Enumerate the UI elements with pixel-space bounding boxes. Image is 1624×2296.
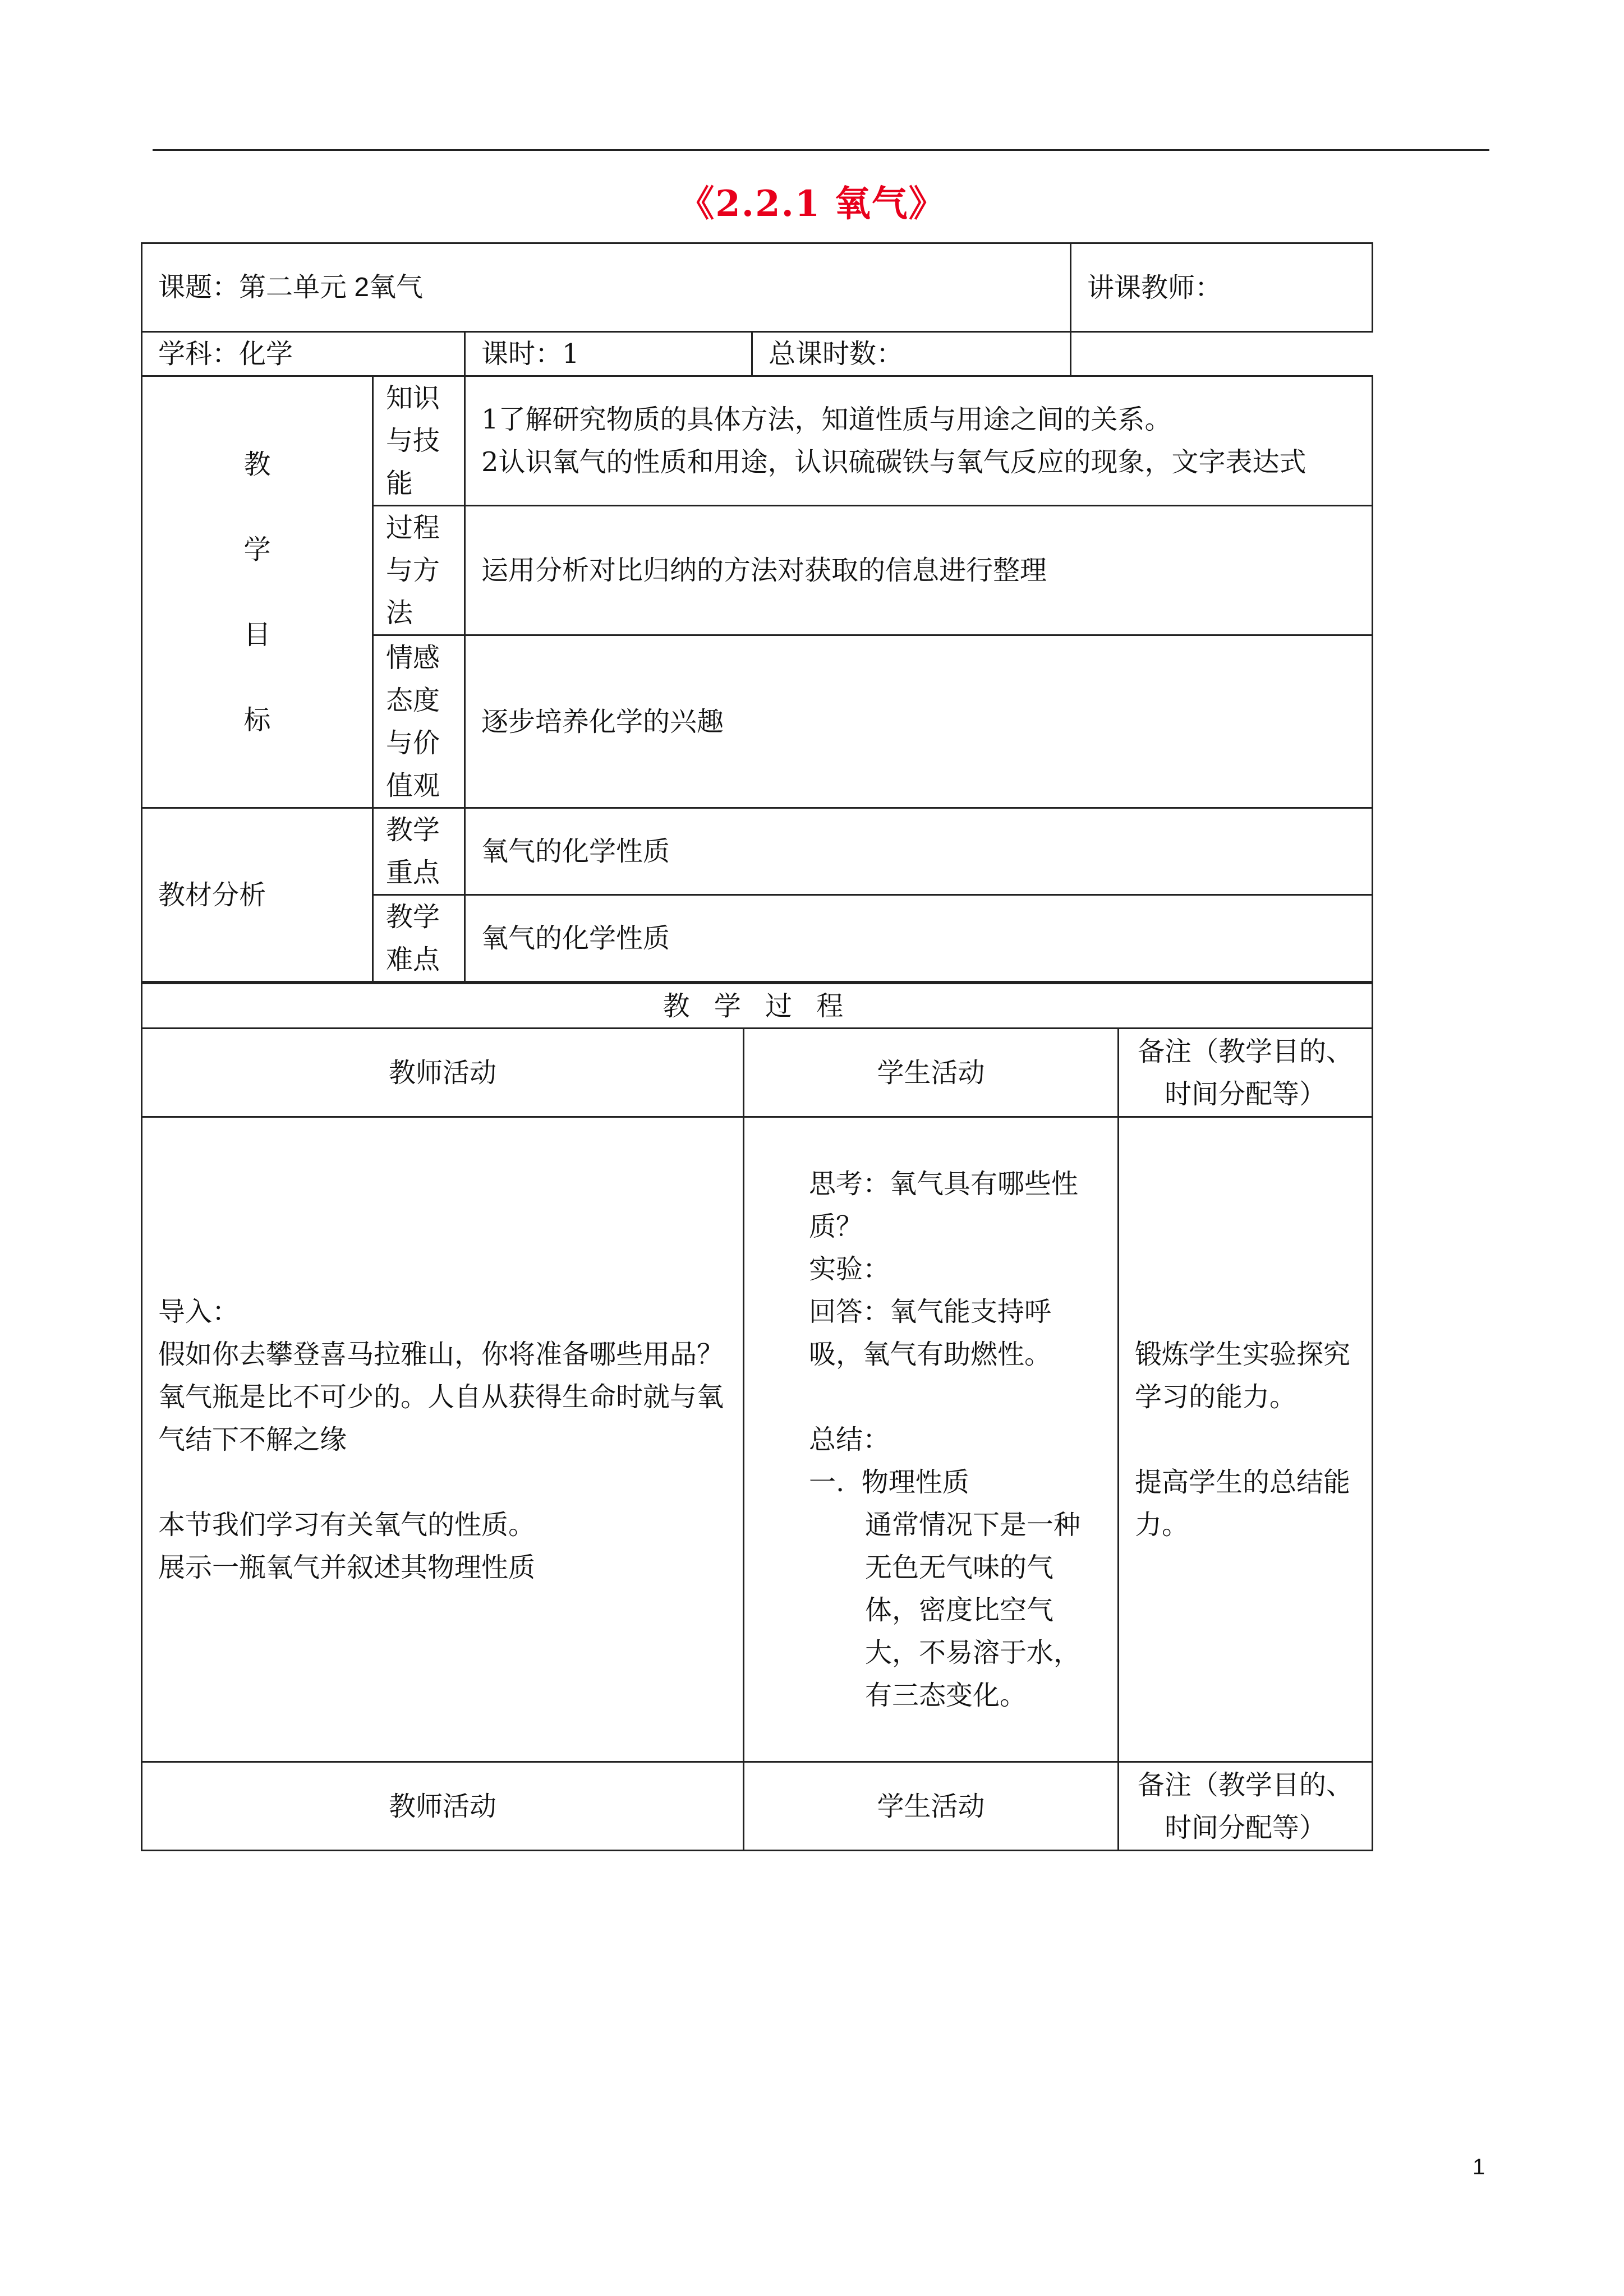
analysis-label: 教材分析 <box>142 808 373 982</box>
difficult-label: 教学难点 <box>373 895 465 982</box>
intro-label: 导入： <box>158 1295 240 1327</box>
discipline-row <box>142 332 1373 376</box>
student-column-header: 学生活动 <box>744 1029 1119 1117</box>
teacher-label: 讲课教师： <box>1071 243 1373 332</box>
process-title-row <box>142 984 1373 1029</box>
activity-row <box>142 1117 1373 1762</box>
column-header-row-repeat <box>142 1762 1373 1851</box>
subject-cell <box>142 243 1071 332</box>
key-label: 教学重点 <box>373 808 465 895</box>
teaching-process-table <box>141 983 1373 1851</box>
intro-text: 假如你去攀登喜马拉雅山，你将准备哪些用品？氧气瓶是比不可少的。人自从获得生命时就与氧气结下不解之缘 <box>158 1338 724 1455</box>
physical-text: 通常情况下是一种无色无气味的气体，密度比空气大，不易溶于水，有三态变化。 <box>865 1509 1081 1711</box>
demo-line: 展示一瓶氧气并叙述其物理性质 <box>158 1551 536 1583</box>
physical-heading: 一. 物理性质 <box>809 1466 969 1498</box>
period-cell: 课时：1 <box>465 332 752 376</box>
page-title: 《2.2.1 氧气》 <box>678 183 946 225</box>
answer-text: 回答：氧气能支持呼吸，氧气有助燃性。 <box>809 1295 1052 1370</box>
teacher-activity-cell <box>142 1117 744 1762</box>
page-number: 1 <box>1473 2155 1485 2179</box>
knowledge-text: 1了解研究物质的具体方法，知道性质与用途之间的关系。 2认识氧气的性质和用途，认识硫碳铁与氧气反应的现象，文字表达式 <box>465 376 1373 506</box>
notes-column-header: 备注（教学目的、时间分配等） <box>1119 1029 1373 1117</box>
knowledge-label: 知识与技能 <box>373 376 465 506</box>
student-activity-cell <box>744 1117 1119 1762</box>
total-periods-cell: 总课时数： <box>752 332 1071 376</box>
note-2: 提高学生的总结能力。 <box>1135 1466 1351 1541</box>
summary-label: 总结： <box>809 1423 890 1455</box>
difficult-text: 氧气的化学性质 <box>465 895 1373 982</box>
goals-label: 教 学 目 标 <box>142 376 373 808</box>
subject-label: 课题： <box>158 271 240 303</box>
emotion-text: 逐步培养化学的兴趣 <box>465 635 1373 808</box>
subject-value: 第二单元 2氧气 <box>239 273 424 302</box>
think-text: 思考：氧气具有哪些性质？ <box>809 1168 1079 1242</box>
note-1: 锻炼学生实验探究学习的能力。 <box>1135 1338 1351 1413</box>
top-rule <box>153 149 1489 151</box>
process-text: 运用分析对比归纳的方法对获取的信息进行整理 <box>465 506 1373 635</box>
process-title: 教 学 过 程 <box>142 984 1373 1029</box>
lesson-line: 本节我们学习有关氧气的性质。 <box>158 1509 536 1541</box>
key-text: 氧气的化学性质 <box>465 808 1373 895</box>
lesson-info-table <box>141 242 1373 983</box>
column-header-row <box>142 1029 1373 1117</box>
teacher-column-header: 教师活动 <box>142 1029 744 1117</box>
process-label: 过程与方法 <box>373 506 465 635</box>
emotion-label: 情感态度与价值观 <box>373 635 465 808</box>
goal-knowledge-row <box>142 376 1373 506</box>
teacher-column-header-repeat: 教师活动 <box>142 1762 744 1851</box>
subject-row <box>142 243 1373 332</box>
experiment-text: 实验： <box>809 1253 890 1285</box>
discipline-cell: 学科：化学 <box>142 332 465 376</box>
student-column-header-repeat: 学生活动 <box>744 1762 1119 1851</box>
analysis-key-row <box>142 808 1373 895</box>
notes-column-header-repeat: 备注（教学目的、时间分配等） <box>1119 1762 1373 1851</box>
notes-activity-cell <box>1119 1117 1373 1762</box>
